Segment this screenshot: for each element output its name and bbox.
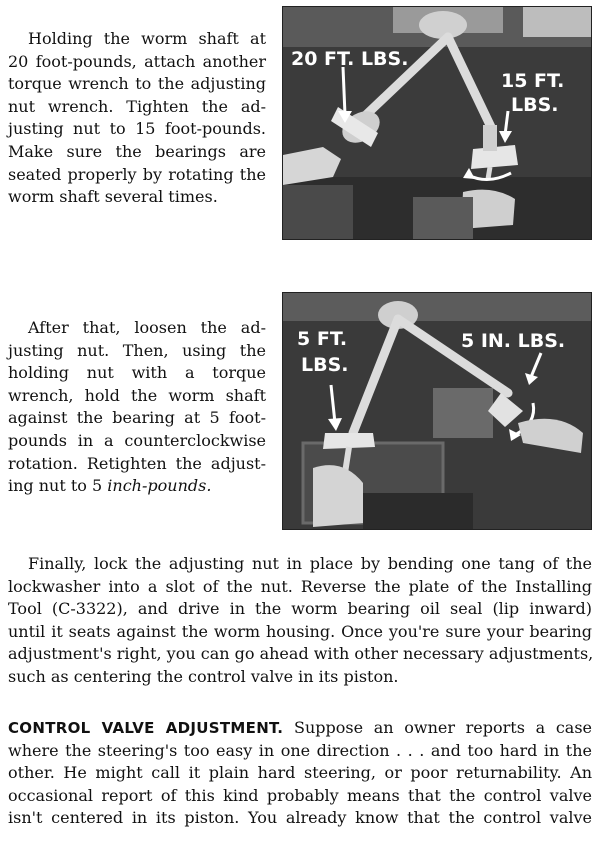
photo-illustration [283, 7, 591, 239]
italic-text: inch-pounds. [107, 476, 212, 496]
text-line: justing nut. Then, using the [8, 340, 266, 360]
text-fragment: Suppose an owner reports a case [283, 718, 592, 737]
text-line: until it seats against the worm housing. Once you're sure your bearing [8, 621, 592, 641]
label-lbs: LBS. [511, 94, 559, 116]
text-line: such as centering the control valve in its piston. [8, 666, 399, 686]
photo-illustration [283, 293, 591, 529]
text-line: rotation. Retighten the adjust- [8, 453, 266, 473]
label-15-ft: 15 FT. [501, 70, 565, 92]
paragraph-control-valve [8, 717, 592, 830]
label-lbs: LBS. [301, 354, 349, 376]
photo-torque-wrenches-2 [282, 292, 592, 530]
text-line: Make sure the bearings are [8, 141, 266, 161]
text-line: where the steering's too easy in one direction . . . and too hard in the [8, 740, 592, 760]
text-line: holding nut with a torque [8, 363, 266, 383]
paragraph-lock-nut [8, 553, 592, 689]
text-line [8, 475, 266, 498]
photo-torque-wrenches-1 [282, 6, 592, 240]
text-line: isn't centered in its piston. You already know that the control valve [8, 808, 592, 828]
text-line: wrench, hold the worm shaft [8, 385, 266, 405]
text-line: pounds in a counterclockwise [8, 430, 266, 450]
text-line: adjustment's right, you can go ahead with other necessary adjustments, [8, 644, 594, 664]
text-line: torque wrench to the adjusting [8, 74, 266, 94]
label-5-ft: 5 FT. [297, 328, 348, 350]
label-5-in-lbs: 5 IN. LBS. [461, 330, 566, 352]
label-20-ft-lbs: 20 FT. LBS. [291, 48, 409, 70]
paragraph-torque-wrench [8, 28, 266, 209]
text-line: nut wrench. Tighten the ad- [8, 96, 266, 116]
text-line: Holding the worm shaft at [28, 29, 266, 48]
text-line [8, 717, 592, 740]
text-line: lockwasher into a slot of the nut. Reverse the plate of the Installing [8, 576, 592, 596]
text-line: other. He might call it plain hard steering, or poor returnability. An [8, 763, 592, 783]
text-line: worm shaft several times. [8, 187, 218, 207]
text-line: justing nut to 15 foot-pounds. [8, 119, 266, 139]
section-heading: CONTROL VALVE ADJUSTMENT. [8, 719, 284, 737]
text-line: seated properly by rotating the [8, 164, 266, 184]
text-line: 20 foot-pounds, attach another [8, 51, 266, 71]
text-line: Finally, lock the adjusting nut in place by bending one tang of the [28, 554, 592, 573]
text-line: Tool (C-3322), and drive in the worm bearing oil seal (lip inward) [8, 599, 592, 619]
text-line: occasional report of this kind probably means that the control valve [8, 785, 592, 805]
text-line: After that, loosen the ad- [28, 318, 266, 337]
text-line: against the bearing at 5 foot- [8, 408, 266, 428]
paragraph-loosen-nut [8, 317, 266, 498]
text-fragment: ing nut to 5 [8, 476, 108, 496]
